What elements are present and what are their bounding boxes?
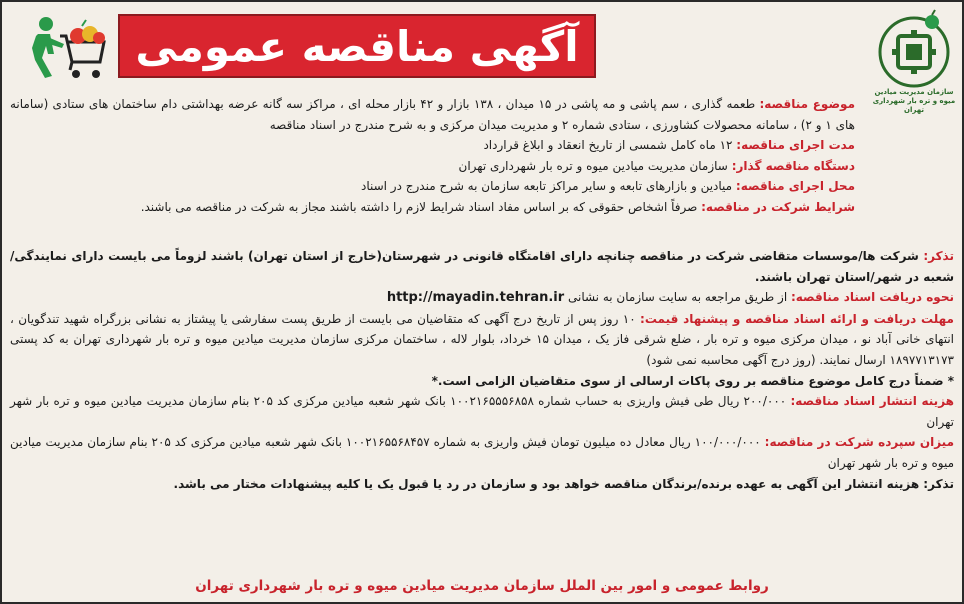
item-publication-fee: هزینه انتشار اسناد مناقصه: ۲۰۰/۰۰۰ ریال طی فیش واریزی به حساب شماره ۱۰۰۲۱۶۵۵۵۶۸۵۸ بانک شهر شعبه میادین مرکزی کد ۲۰۵ بنام سازمان مدیریت میادین میوه و تره بار شهر تهران [10, 394, 954, 429]
notice-body-full [10, 246, 954, 494]
shopping-cart-icon [16, 14, 106, 84]
notice-body [10, 94, 855, 218]
item-subject: موضوع مناقصه: طعمه گذاری ، سم پاشی و مه پاشی در ۱۵ میدان ، ۱۳۸ بازار و ۴۲ بازار محله ای ، مراکز سه گانه عرضه بهداشتی دام ساختمان های ستادی (سامانه های ۱ و ۲) ، سامانه محصولات کشاورزی ، ستادی شماره ۲ و مدیریت میدان مرکزی و به شرح مندرج در اسناد مناقصه [10, 97, 855, 132]
logo-caption: سازمان مدیریت میادین میوه و تره بار شهرداری تهران [872, 88, 956, 114]
item-conditions: شرایط شرکت در مناقصه: صرفاً اشخاص حقوقی که بر اساس مفاد اسناد شرایط لازم را داشته باشند مجاز به شرکت در مناقصه می باشند. [140, 199, 855, 214]
header [2, 8, 964, 114]
website-link[interactable]: http://mayadin.tehran.ir [386, 290, 565, 306]
item-document-retrieval: نحوه دریافت اسناد مناقصه: از طریق مراجعه به سایت سازمان به نشانی http://mayadin.tehran.ir [386, 290, 954, 306]
organization-logo-icon [872, 8, 956, 92]
item-reminder: تذکر: شرکت ها/موسسات متقاضی شرکت در مناقصه چنانچه دارای اقامتگاه قانونی در شهرستان(خارج از استان تهران) باشند لزوماً می بایست دارای نمایندگی/شعبه در شهر/استان تهران باشند. [10, 249, 954, 284]
item-duration: مدت اجرای مناقصه: ۱۲ ماه کامل شمسی از تاریخ انعقاد و ابلاغ قرارداد [483, 138, 855, 153]
final-note: تذکر: هزینه انتشار این آگهی به عهده برنده/برندگان مناقصه خواهد بود و سازمان در رد یا قبول یک یا کلیه پیشنهادات مختار می باشد. [173, 476, 954, 491]
title-banner [118, 14, 596, 78]
footer-credit: روابط عمومی و امور بین الملل سازمان مدیریت میادین میوه و تره بار شهرداری تهران [195, 578, 769, 594]
item-envelope-note: * ضمناً درج کامل موضوع مناقصه بر روی پاکات ارسالی از سوی متقاضیان الزامی است.* [431, 373, 954, 388]
page-title: آگهی مناقصه عمومی [135, 21, 579, 71]
item-deadline: مهلت دریافت و ارائه اسناد مناقصه و پیشنهاد قیمت: ۱۰ روز پس از تاریخ درج آگهی که متقاضیان می بایست از طریق پست سفارشی یا پیشتاز به نشانی بزرگراه شهید تندگویان ، انتهای خانی آباد نو ، میدان مرکزی میوه و تره بار ، ضلع شرقی فاز یک ، میدان ۱۵ خرداد، بلوار لاله ، ساختمان مرکزی سازمان مدیریت میادین میوه و تره بار شهرداری تهران به کد پستی ۱۸۹۷۷۱۳۱۷۳ ارسال نمایند. (روز درج آگهی محاسبه نمی شود) [10, 311, 954, 367]
item-deposit: میزان سپرده شرکت در مناقصه: ۱۰۰/۰۰۰/۰۰۰ ریال معادل ده میلیون تومان فیش واریزی به شماره ۱۰۰۲۱۶۵۵۶۸۴۵۷ بانک شهر شعبه میادین مرکزی کد ۲۰۵ بنام سازمان مدیریت میادین میوه و تره بار شهر تهران [10, 435, 954, 470]
item-organizer: دستگاه مناقصه گذار: سازمان مدیریت میادین میوه و تره بار شهرداری تهران [458, 158, 855, 173]
item-location: محل اجرای مناقصه: میادین و بازارهای تابعه و سایر مراکز تابعه سازمان به شرح مندرج در اسناد [360, 179, 855, 194]
